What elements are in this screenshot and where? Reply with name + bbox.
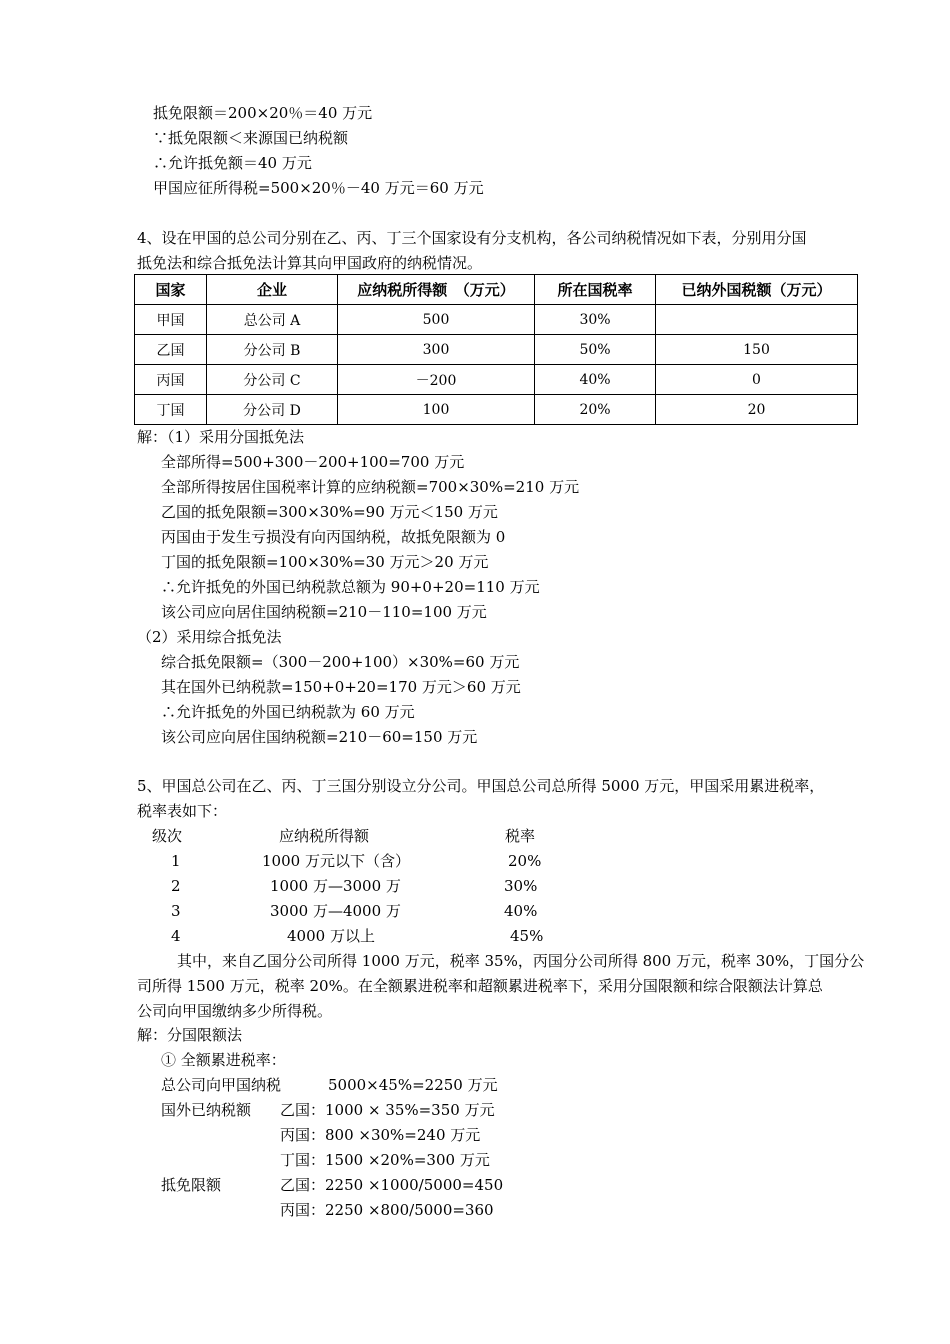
rate-value: 20% bbox=[508, 852, 542, 870]
question-5-paragraph: 司所得 1500 万元，税率 20%。在全额累进税率和超额累进税率下，采用分国限额和综合限额法计算总 bbox=[137, 977, 823, 995]
table-row bbox=[135, 335, 858, 365]
rate-level: 4 bbox=[171, 927, 181, 945]
table-cell: 30% bbox=[535, 305, 656, 335]
table-cell: 甲国 bbox=[135, 305, 207, 335]
calc-line: ∵抵免限额＜来源国已纳税额 bbox=[153, 129, 349, 147]
table-cell: 丁国 bbox=[135, 395, 207, 425]
rate-level: 3 bbox=[171, 902, 181, 920]
rate-level: 1 bbox=[171, 852, 181, 870]
rate-value: 45% bbox=[510, 927, 544, 945]
column-header: 所在国税率 bbox=[535, 275, 656, 305]
table-cell: 丙国 bbox=[135, 365, 207, 395]
question-5-text: 5、甲国总公司在乙、丙、丁三国分别设立分公司。甲国总公司总所得 5000 万元，甲国采用累进税率， bbox=[137, 777, 825, 795]
rate-header-rate: 税率 bbox=[505, 827, 536, 845]
table-cell: 50% bbox=[535, 335, 656, 365]
solution-line: 丁国的抵免限额=100×30%=30 万元＞20 万元 bbox=[161, 553, 489, 571]
table-cell: 总公司 A bbox=[207, 305, 338, 335]
solution-title: 解：（1）采用分国抵免法 bbox=[137, 428, 305, 446]
table-cell: 300 bbox=[338, 335, 535, 365]
table-row bbox=[135, 395, 858, 425]
solution-line: 丙国由于发生亏损没有向丙国纳税，故抵免限额为 0 bbox=[161, 528, 506, 546]
calc-value: 5000×45%=2250 万元 bbox=[328, 1076, 498, 1094]
column-header: 企业 bbox=[207, 275, 338, 305]
solution-line: 综合抵免限额=（300－200+100）×30%=60 万元 bbox=[161, 653, 520, 671]
column-header: 国家 bbox=[135, 275, 207, 305]
solution-line: 全部所得按居住国税率计算的应纳税额=700×30%=210 万元 bbox=[161, 478, 580, 496]
table-cell: 500 bbox=[338, 305, 535, 335]
rate-income: 1000 万元以下（含） bbox=[262, 852, 410, 870]
table-cell: 分公司 C bbox=[207, 365, 338, 395]
tax-table bbox=[134, 274, 858, 425]
calc-value: 丁国：1500 ×20%=300 万元 bbox=[280, 1151, 490, 1169]
question-4-text: 抵免法和综合抵免法计算其向甲国政府的纳税情况。 bbox=[137, 254, 483, 272]
table-cell bbox=[656, 305, 858, 335]
calc-label: 国外已纳税额 bbox=[161, 1101, 252, 1119]
calc-value: 乙国：2250 ×1000/5000=450 bbox=[280, 1176, 504, 1194]
table-cell: 0 bbox=[656, 365, 858, 395]
calc-label: 总公司向甲国纳税 bbox=[161, 1076, 282, 1094]
rate-income: 1000 万—3000 万 bbox=[270, 877, 401, 895]
calc-value: 乙国：1000 × 35%=350 万元 bbox=[280, 1101, 495, 1119]
calc-line: 抵免限额＝200×20％＝40 万元 bbox=[153, 104, 373, 122]
solution-line: 该公司应向居住国纳税额=210－60=150 万元 bbox=[161, 728, 478, 746]
column-header: 应纳税所得额 （万元） bbox=[338, 275, 535, 305]
calc-value: 丙国：800 ×30%=240 万元 bbox=[280, 1126, 481, 1144]
rate-header-level: 级次 bbox=[152, 827, 183, 845]
table-cell: 分公司 B bbox=[207, 335, 338, 365]
rate-value: 40% bbox=[504, 902, 538, 920]
rate-income: 4000 万以上 bbox=[287, 927, 375, 945]
table-cell: 20 bbox=[656, 395, 858, 425]
solution-line: ∴允许抵免的外国已纳税款为 60 万元 bbox=[161, 703, 415, 721]
table-row bbox=[135, 365, 858, 395]
method-2-title: （2）采用综合抵免法 bbox=[137, 628, 282, 646]
solution-title: 解：分国限额法 bbox=[137, 1026, 243, 1044]
column-header: 已纳外国税额（万元） bbox=[656, 275, 858, 305]
question-4-text: 4、设在甲国的总公司分别在乙、丙、丁三个国家设有分支机构，各公司纳税情况如下表，分别用分国 bbox=[137, 229, 807, 247]
calc-line: 甲国应征所得税=500×20％－40 万元＝60 万元 bbox=[153, 179, 484, 197]
rate-income: 3000 万—4000 万 bbox=[270, 902, 401, 920]
solution-line: ∴允许抵免的外国已纳税款总额为 90+0+20=110 万元 bbox=[161, 578, 540, 596]
table-cell: －200 bbox=[338, 365, 535, 395]
question-5-paragraph: 公司向甲国缴纳多少所得税。 bbox=[137, 1002, 333, 1020]
solution-line: 全部所得=500+300－200+100=700 万元 bbox=[161, 453, 465, 471]
table-cell: 乙国 bbox=[135, 335, 207, 365]
solution-line: 乙国的抵免限额=300×30%=90 万元＜150 万元 bbox=[161, 503, 498, 521]
table-cell: 150 bbox=[656, 335, 858, 365]
rate-level: 2 bbox=[171, 877, 181, 895]
question-5-paragraph: 其中，来自乙国分公司所得 1000 万元，税率 35%，丙国分公司所得 800 万元，税率 30%，丁国分公 bbox=[177, 952, 865, 970]
question-5-text: 税率表如下： bbox=[137, 802, 228, 820]
rate-header-income: 应纳税所得额 bbox=[279, 827, 370, 845]
table-cell: 40% bbox=[535, 365, 656, 395]
table-cell: 分公司 D bbox=[207, 395, 338, 425]
table-cell: 20% bbox=[535, 395, 656, 425]
table-cell: 100 bbox=[338, 395, 535, 425]
calc-value: 丙国：2250 ×800/5000=360 bbox=[280, 1201, 494, 1219]
calc-line: ∴允许抵免额＝40 万元 bbox=[153, 154, 312, 172]
table-row bbox=[135, 305, 858, 335]
solution-line: 其在国外已纳税款=150+0+20=170 万元＞60 万元 bbox=[161, 678, 521, 696]
solution-line: 该公司应向居住国纳税额=210－110=100 万元 bbox=[161, 603, 487, 621]
calc-label: 抵免限额 bbox=[161, 1176, 222, 1194]
rate-value: 30% bbox=[504, 877, 538, 895]
table-header-row bbox=[135, 275, 858, 305]
sub-heading: ① 全额累进税率： bbox=[161, 1051, 286, 1069]
